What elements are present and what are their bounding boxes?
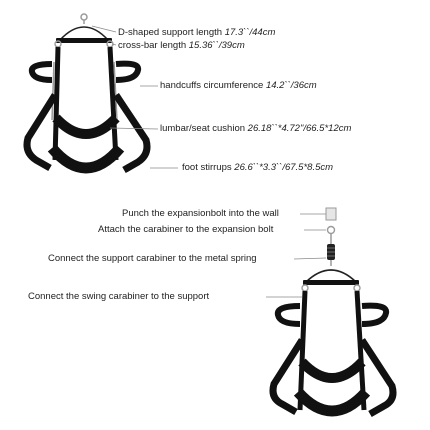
spec-handcuffs-label: handcuffs circumference <box>160 80 264 91</box>
upper-left-stirrup <box>27 95 55 168</box>
step-2: Attach the carabiner to the expansion bolt <box>98 224 274 235</box>
lower-right-carabiner <box>354 285 360 291</box>
lower-cross-bar <box>303 280 359 285</box>
step-3: Connect the support carabiner to the metal spring <box>48 253 257 264</box>
upper-right-strap <box>110 47 116 160</box>
spec-cross-bar-value: 15.36``/39cm <box>188 40 245 51</box>
lower-left-handcuff <box>278 306 300 324</box>
metal-spring-icon <box>327 234 335 266</box>
wall-carabiner-icon <box>328 227 335 234</box>
upper-right-handcuff <box>116 64 138 80</box>
lower-seat-cushion <box>298 392 366 411</box>
spec-cushion-value: 26.18``*4.72"/66.5*12cm <box>247 123 352 134</box>
lower-right-handcuff <box>362 306 386 324</box>
step-1: Punch the expansionbolt into the wall <box>122 208 279 219</box>
leader-step3 <box>294 258 326 259</box>
upper-seat-cushion <box>52 148 120 168</box>
spec-cushion-label: lumbar/seat cushion <box>160 123 246 134</box>
spec-cushion <box>160 123 351 135</box>
spec-stirrups-value: 26.6``*3.3``/67.5*8.5cm <box>234 162 334 173</box>
step-4: Connect the swing carabiner to the support <box>28 291 210 302</box>
upper-left-buckle <box>52 62 54 120</box>
upper-lumbar-cushion <box>56 118 116 134</box>
lower-installation <box>266 208 393 414</box>
spec-stirrups <box>182 162 333 174</box>
spec-handcuffs <box>160 80 317 92</box>
upper-left-handcuff <box>32 64 52 80</box>
leader-d-shape <box>92 26 116 32</box>
expansion-bolt-icon <box>326 208 336 220</box>
lower-right-stirrup <box>362 340 393 414</box>
spec-handcuffs-value: 14.2``/36cm <box>265 80 317 91</box>
spec-cross-bar <box>118 40 245 52</box>
upper-left-strap <box>55 47 58 160</box>
upper-hook-ring <box>81 14 87 20</box>
spec-cross-bar-label: cross-bar length <box>118 40 187 51</box>
spec-d-shape-label: D-shaped support length <box>118 27 223 38</box>
lower-lumbar-cushion <box>302 362 362 378</box>
upper-cross-bar <box>56 38 112 43</box>
spec-stirrups-label: foot stirrups <box>182 162 232 173</box>
lower-left-stirrup <box>273 340 302 412</box>
lower-left-carabiner <box>302 285 308 291</box>
spec-d-shape-value: 17.3``/44cm <box>224 27 276 38</box>
spec-d-shape <box>118 27 275 39</box>
upper-right-stirrup <box>116 95 147 170</box>
leader-cushion <box>110 128 158 129</box>
